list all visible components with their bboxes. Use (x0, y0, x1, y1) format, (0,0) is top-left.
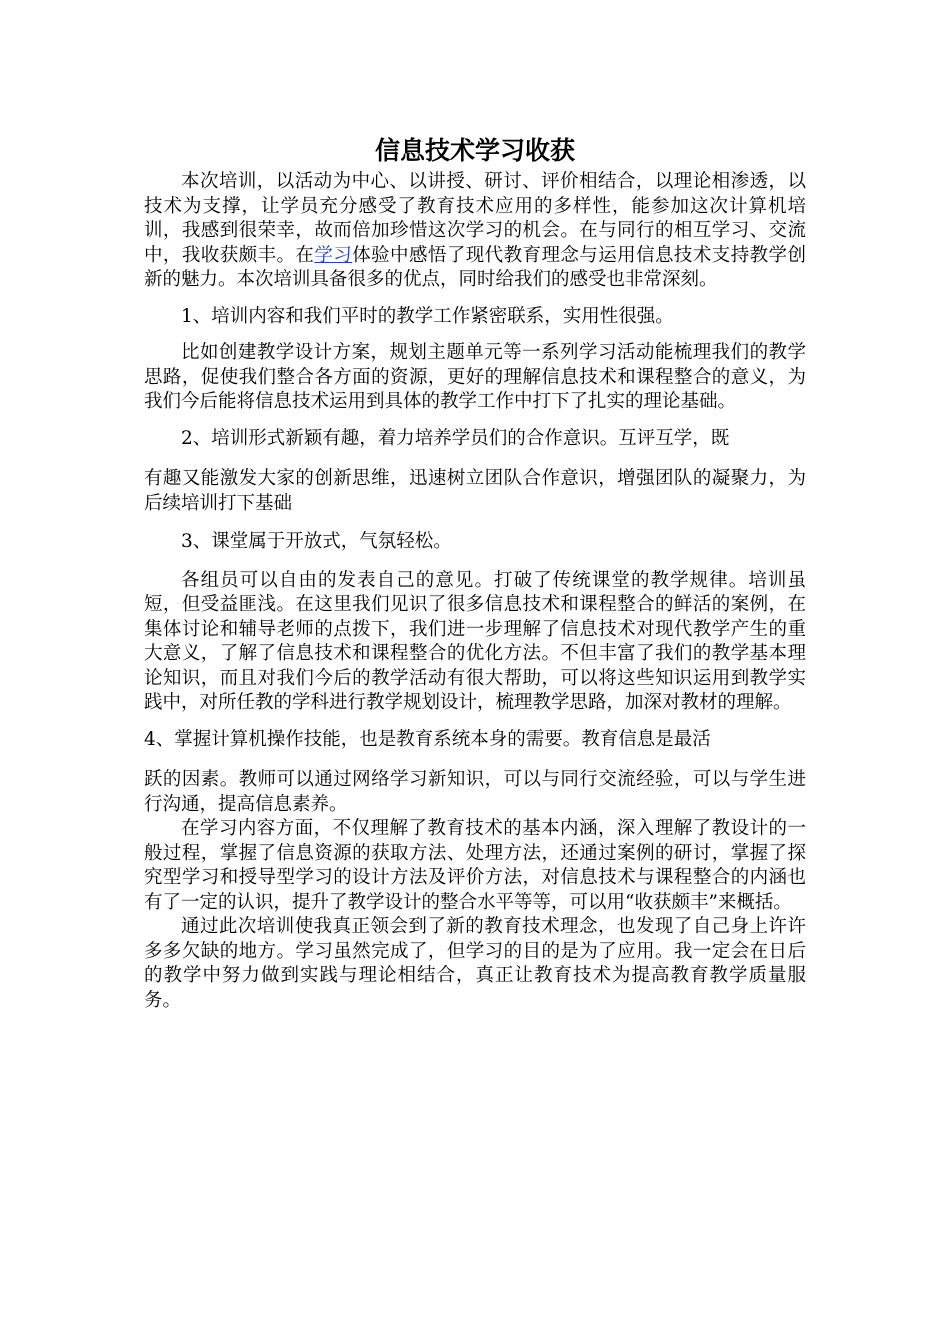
content-paragraph: 在学习内容方面，不仅理解了教育技术的基本内涵，深入理解了教设计的一般过程，掌握了信息资源的获取方法、处理方法，还通过案例的研讨，掌握了探究型学习和授导型学习的设计方法及评价方法，对信息技术与课程整合的内涵也有了一定的认识，提升了教学设计的整合水平等等，可以用“收获颇丰”来概括。 (144, 818, 806, 913)
point-2-first-line: 2、培训形式新颖有趣，着力培养学员们的合作意识。互评互学，既 (181, 427, 730, 449)
point-4-continuation: 跃的因素。教师可以通过网络学习新知识，可以与同行交流经验，可以与学生进行沟通，提高信息素养。 (144, 769, 806, 815)
point-3-heading: 3、课堂属于开放式，气氛轻松。 (181, 531, 452, 552)
point-1-heading: 1、培训内容和我们平时的教学工作紧密联系，实用性很强。 (181, 305, 674, 327)
intro-text-after-link: 体验中感悟了现代教育理念与运用信息技术支持教学创新的魅力。本次培训具备很多的优点，同时给我们的感受也非常深刻。 (144, 244, 806, 290)
study-link[interactable]: 学习 (314, 244, 353, 266)
intro-text-before-link: 本次培训，以活动为中心、以讲授、研讨、评价相结合，以理论相渗透，以技术为支撑，让学员充分感受了教育技术应用的多样性，能参加这次计算机培训，我感到很荣幸，故而倍加珍惜这次学习的机会。在与同行的相互学习、交流中，我收获颇丰。在 (144, 171, 806, 266)
intro-paragraph (144, 170, 806, 293)
point-1-paragraph: 比如创建教学设计方案，规划主题单元等一系列学习活动能梳理我们的教学思路，促使我们整合各方面的资源，更好的理解信息技术和课程整合的意义，为我们今后能将信息技术运用到具体的教学工作中打下了扎实的理论基础。 (144, 342, 806, 412)
document-page (144, 128, 806, 1013)
closing-paragraph: 通过此次培训使我真正领会到了新的教育技术理念，也发现了自己身上许许多多欠缺的地方。学习虽然完成了，但学习的目的是为了应用。我一定会在日后的教学中努力做到实践与理论相结合，真正让教育技术为提高教育教学质量服务。 (144, 916, 806, 1011)
point-2-continuation: 有趣又能激发大家的创新思维，迅速树立团队合作意识，增强团队的凝聚力，为后续培训打下基础 (144, 468, 806, 514)
point-3-paragraph: 各组员可以自由的发表自己的意见。打破了传统课堂的教学规律。培训虽短，但受益匪浅。在这里我们见识了很多信息技术和课程整合的鲜活的案例，在集体讨论和辅导老师的点拨下，我们进一步理解了信息技术对现代教学产生的重大意义，了解了信息技术和课程整合的优化方法。不但丰富了我们的教学基本理论知识，而且对我们今后的教学活动有很大帮助，可以将这些知识运用到教学实践中，对所任教的学科进行教学规划设计，梳理教学思路，加深对教材的理解。 (144, 569, 806, 713)
point-4-first-line: 4、掌握计算机操作技能，也是教育系统本身的需要。教育信息是最活 (144, 728, 711, 750)
document-title: 信息技术学习收获 (374, 136, 575, 165)
